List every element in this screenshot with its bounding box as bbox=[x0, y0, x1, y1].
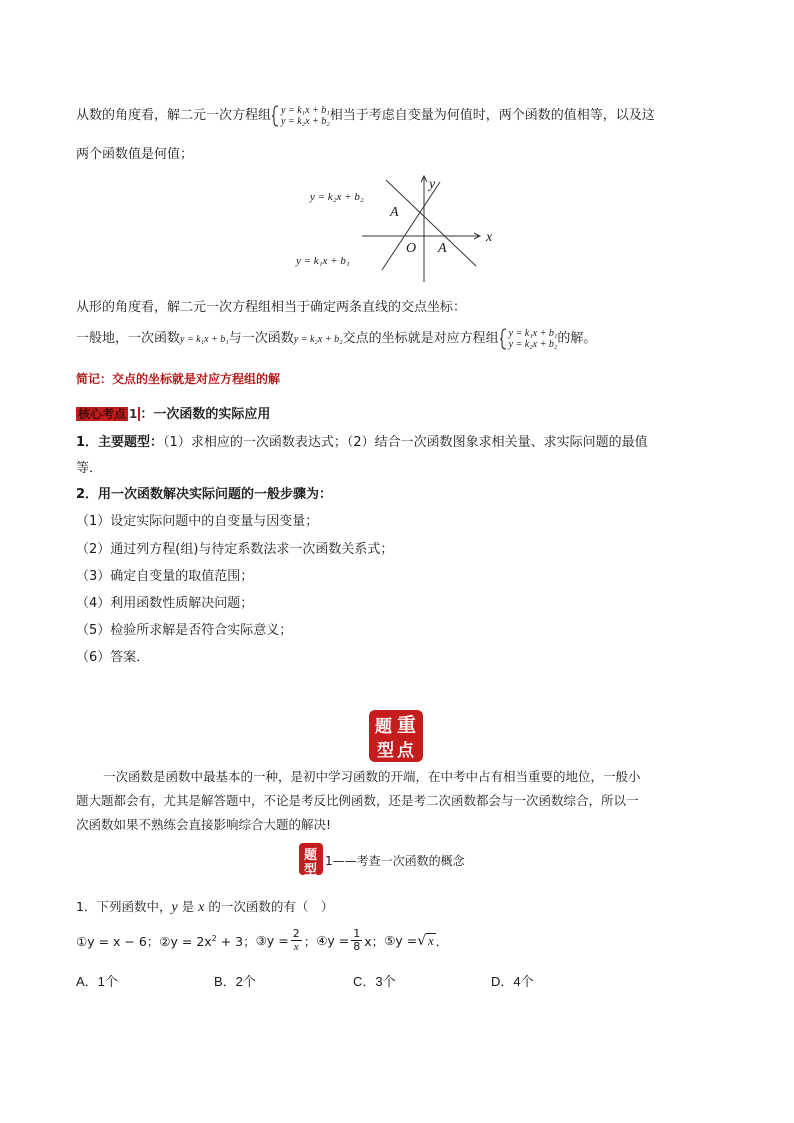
intro-line3: 次函数如果不熟练会直接影响综合大题的解决! bbox=[76, 817, 332, 832]
intersection-graph bbox=[290, 170, 510, 286]
stamp-char: 重 bbox=[397, 714, 417, 736]
stamp-char: 点 bbox=[397, 741, 414, 761]
para3-text-b: 与一次函数 bbox=[228, 331, 294, 346]
key-type-stamp-logo bbox=[369, 710, 423, 762]
summary-note: 简记：交点的坐标就是对应方程组的解 bbox=[76, 372, 281, 386]
func2: y = k₂x + b₂ bbox=[293, 334, 343, 345]
kaodian-number: 1 bbox=[129, 407, 138, 421]
para1-line2: 两个函数值是何值； bbox=[76, 147, 194, 162]
section1-line1 bbox=[76, 431, 648, 450]
step-item: （6）答案． bbox=[76, 650, 150, 665]
step-item: （5）检验所求解是否符合实际意义； bbox=[76, 623, 293, 638]
system-line-1: y = k₁x + b₁ bbox=[281, 104, 330, 116]
sqrt-icon: √ bbox=[417, 932, 427, 949]
func1: y = k₁x + b₁ bbox=[180, 334, 229, 345]
point-a-lower: A bbox=[438, 241, 447, 256]
item-4: ④y = $\frac{1}{8}$ x； bbox=[316, 927, 385, 953]
step-item: （4）利用函数性质解决问题； bbox=[76, 596, 254, 611]
kaodian-heading bbox=[76, 403, 270, 422]
axis-x-label: x bbox=[486, 230, 493, 245]
origin-label: O bbox=[406, 241, 417, 256]
item-1: ①y = x − 6； bbox=[76, 933, 160, 949]
type-badge-logo: 题 型 bbox=[299, 843, 323, 875]
option-d[interactable]: D．4个 bbox=[491, 974, 534, 989]
option-a[interactable]: A．1个 bbox=[76, 974, 118, 989]
para1-line1 bbox=[76, 104, 655, 127]
item-5: ⑤y = √ x ． bbox=[384, 932, 449, 949]
para3-text-c: 交点的坐标就是对应方程组 bbox=[342, 331, 499, 346]
section1-label: 1．主要题型： bbox=[76, 435, 164, 450]
line-k2 bbox=[386, 180, 476, 266]
para1-text-a: 从数的角度看，解二元一次方程组 bbox=[76, 108, 272, 123]
para2: 从形的角度看，解二元一次方程组相当于确定两条直线的交点坐标： bbox=[76, 300, 467, 315]
section2-label: 2．用一次函数解决实际问题的一般步骤为： bbox=[76, 487, 333, 502]
step-item: （3）确定自变量的取值范围； bbox=[76, 569, 254, 584]
intro-line1: 一次函数是函数中最基本的一种，是初中学习函数的开端，在中考中占有相当重要的地位，一般小 bbox=[103, 769, 641, 784]
brace-icon bbox=[499, 328, 507, 350]
para1-text-b: 相当于考虑自变量为何值时，两个函数的值相等，以及这 bbox=[329, 108, 655, 123]
kaodian-title: ：一次函数的实际应用 bbox=[140, 407, 271, 422]
question1-stem: 1．下列函数中，y 是 x 的一次函数的有（ ） bbox=[76, 899, 334, 915]
step-item: （2）通过列方程(组)与待定系数法求一次函数关系式； bbox=[76, 542, 394, 557]
line-k1 bbox=[382, 182, 440, 270]
system-line-2: y = k₂x + b₂ bbox=[281, 115, 330, 127]
option-c[interactable]: C．3个 bbox=[353, 974, 396, 989]
item-2: ②y = $2x^2 + 3$； bbox=[159, 933, 256, 949]
label-line-k2: y = k₂x + b₂ bbox=[310, 191, 364, 203]
kaodian-badge: 核心考点 1 bbox=[76, 407, 140, 421]
axis-y-label: y bbox=[429, 177, 436, 192]
brace-icon bbox=[271, 105, 279, 127]
stamp-char: 型 bbox=[377, 741, 394, 761]
intro-line2: 题大题都会有，尤其是解答题中，不论是考反比例函数，还是考二次函数都会与一次函数综合，所以一 bbox=[76, 793, 639, 808]
section1-line2: 等． bbox=[76, 461, 103, 476]
var-y: y bbox=[171, 900, 178, 915]
option-b[interactable]: B．2个 bbox=[214, 974, 256, 989]
para3-line bbox=[76, 327, 596, 350]
stamp-char: 题 bbox=[375, 717, 392, 737]
equation-system-1 bbox=[271, 105, 330, 127]
para3-text-a: 一般地，一次函数 bbox=[76, 331, 181, 346]
type1-title: 1——考查一次函数的概念 bbox=[325, 854, 465, 868]
step-item: （1）设定实际问题中的自变量与因变量； bbox=[76, 514, 319, 529]
var-x: x bbox=[198, 900, 205, 915]
point-a-upper: A bbox=[390, 205, 399, 220]
item-3: ③y = $\frac{2}{x}$ ； bbox=[255, 927, 317, 953]
label-line-k1: y = k₁x + b₁ bbox=[296, 255, 350, 267]
equation-system-2 bbox=[499, 328, 558, 350]
para3-text-d: 的解。 bbox=[557, 331, 597, 346]
question1-items bbox=[76, 928, 448, 953]
section1-text: （1）求相应的一次函数表达式；（2）结合一次函数图象求相关量、求实际问题的最值 bbox=[163, 435, 648, 450]
system-line-2: y = k₂x + b₂ bbox=[508, 338, 558, 350]
system-line-1: y = k₁x + b₁ bbox=[508, 327, 558, 339]
